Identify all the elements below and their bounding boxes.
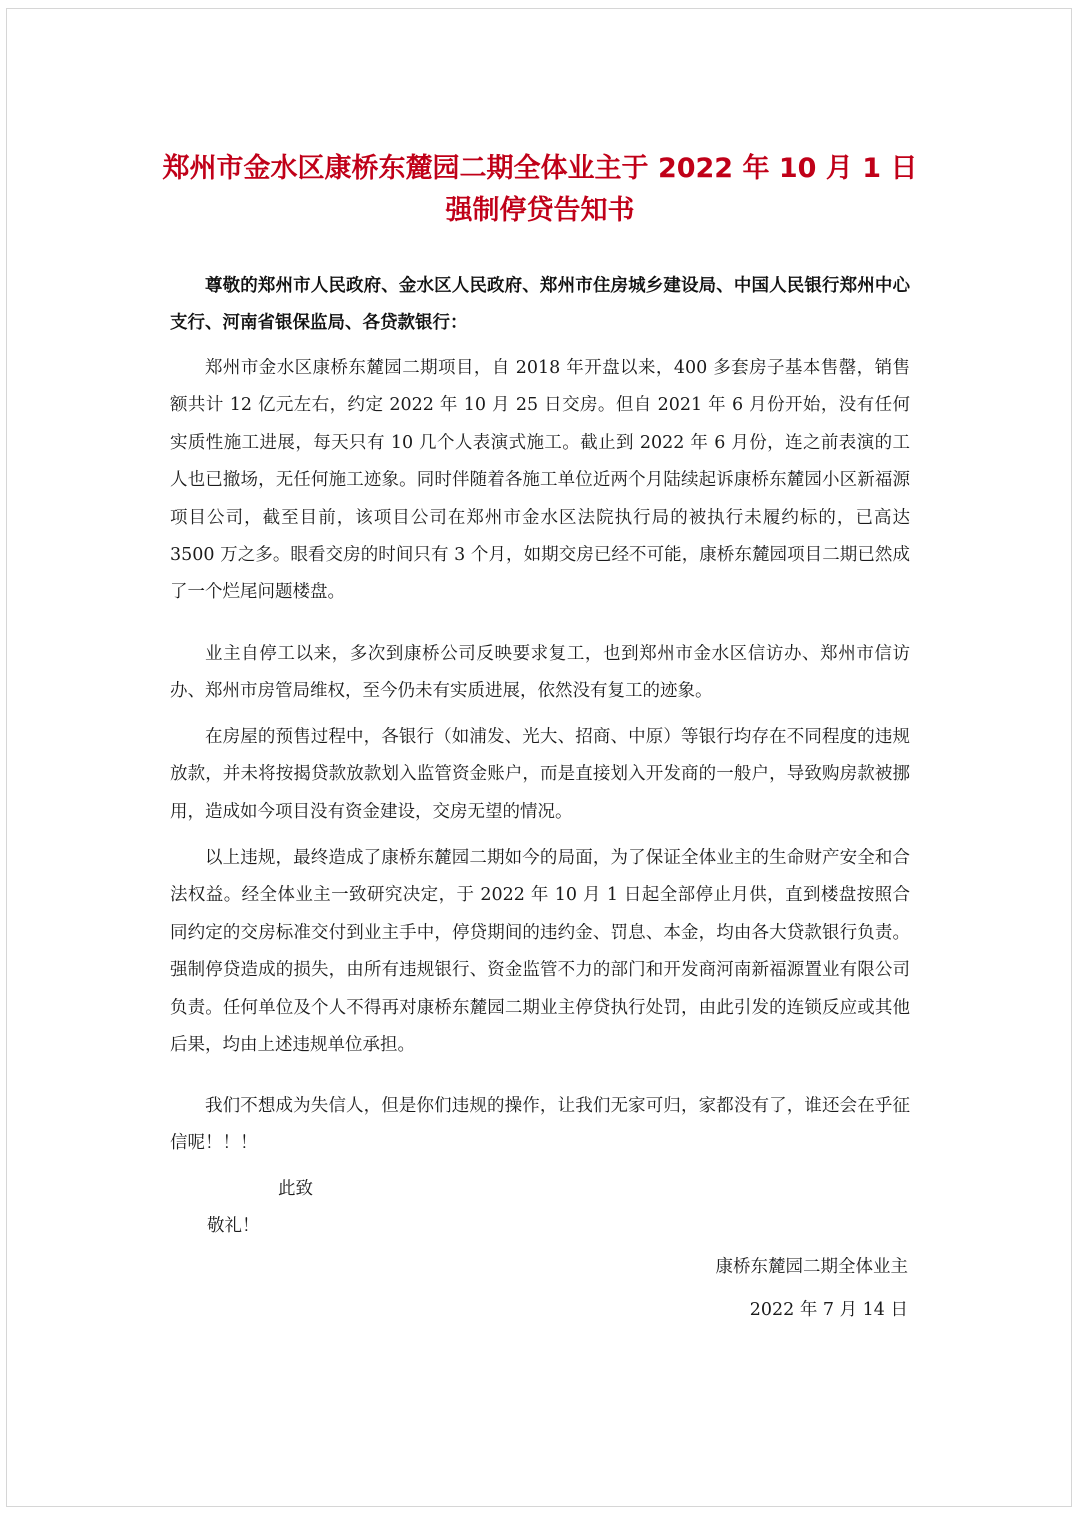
salutation: 尊敬的郑州市人民政府、金水区人民政府、郑州市住房城乡建设局、中国人民银行郑州中心支行、河南省银保监局、各贷款银行： bbox=[170, 276, 910, 333]
document-title-line-1: 郑州市金水区康桥东麓园二期全体业主于 2022 年 10 月 1 日 bbox=[162, 153, 918, 184]
document-date: 2022 年 7 月 14 日 bbox=[749, 1300, 908, 1320]
closing-line-2: 敬礼！ bbox=[207, 1216, 260, 1236]
paragraph-decision: 以上违规，最终造成了康桥东麓园二期如今的局面，为了保证全体业主的生命财产安全和合法权益。经全体业主一致研究决定，于 2022 年 10 月 1 日起全部停止月供，直到楼盘按照合同约定的交房标准交付到业主手中，停贷期间的违约金、罚息、本金，均由各大贷款银行负责。强制停贷造成的损失，由所有违规银行、资金监管不力的部门和开发商河南新福源置业有限公司负责。任何单位及个人不得再对康桥东麓园二期业主停贷执行处罚，由此引发的连锁反应或其他后果，均由上述违规单位承担。 bbox=[170, 848, 910, 1056]
paragraph-owner-appeals: 业主自停工以来，多次到康桥公司反映要求复工，也到郑州市金水区信访办、郑州市信访办、郑州市房管局维权，至今仍未有实质进展，依然没有复工的迹象。 bbox=[170, 644, 910, 702]
paragraph-project-status: 郑州市金水区康桥东麓园二期项目，自 2018 年开盘以来，400 多套房子基本售罄，销售额共计 12 亿元左右，约定 2022 年 10 月 25 日交房。但自 2021 年 6 月份开始，没有任何实质性施工进展，每天只有 10 几个人表演式施工。截止到 2022 年 6 月份，连之前表演的工人也已撤场，无任何施工迹象。同时伴随着各施工单位近两个月陆续起诉康桥东麓园小区新福源项目公司，截至目前，该项目公司在郑州市金水区法院执行局的被执行未履约标的，已高达 3500 万之多。眼看交房的时间只有 3 个月，如期交房已经不可能，康桥东麓园项目二期已然成了一个烂尾问题楼盘。 bbox=[170, 358, 910, 603]
paragraph-bank-violations: 在房屋的预售过程中，各银行（如浦发、光大、招商、中原）等银行均存在不同程度的违规放款，并未将按揭贷款放款划入监管资金账户，而是直接划入开发商的一般户，导致购房款被挪用，造成如今项目没有资金建设，交房无望的情况。 bbox=[170, 727, 910, 822]
paragraph-final-statement: 我们不想成为失信人，但是你们违规的操作，让我们无家可归，家都没有了，谁还会在乎征信呢！！！ bbox=[170, 1096, 910, 1154]
signature: 康桥东麓园二期全体业主 bbox=[715, 1257, 908, 1277]
closing-line-1: 此致 bbox=[278, 1179, 313, 1199]
document-title-line-2: 强制停贷告知书 bbox=[445, 195, 635, 226]
